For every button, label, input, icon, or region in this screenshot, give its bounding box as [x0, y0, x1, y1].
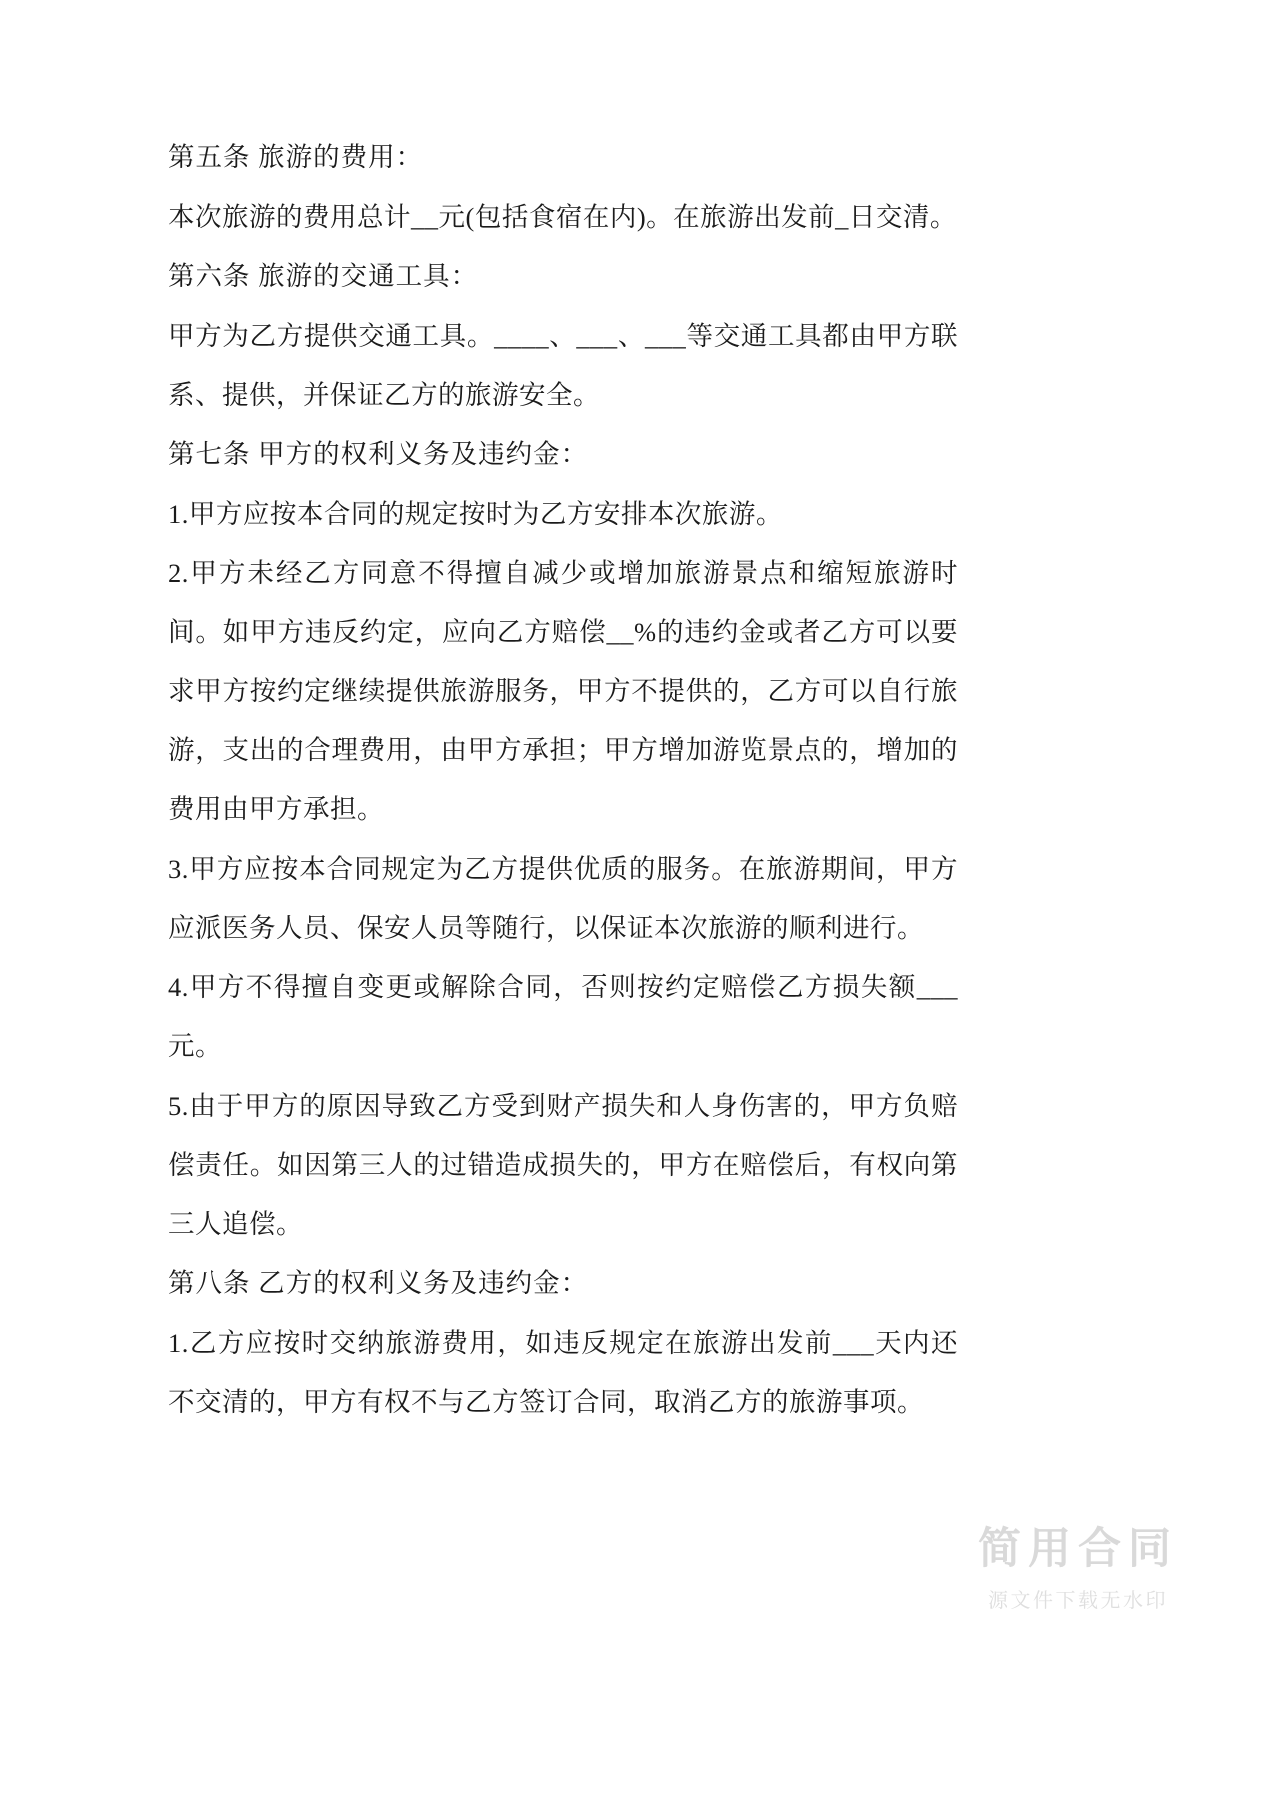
article-5-body: 本次旅游的费用总计__元(包括食宿在内)。在旅游出发前_日交清。 [168, 201, 957, 232]
document-text-body [168, 128, 958, 1432]
article-6-heading: 第六条 旅游的交通工具： [168, 261, 479, 291]
watermark-main-text: 简用合同 [978, 1525, 1178, 1574]
article-8-item-1: 1.乙方应按时交纳旅游费用，如违反规定在旅游出发前___天内还不交清的，甲方有权不与乙方签订合同，取消乙方的旅游事项。 [168, 1327, 958, 1417]
article-5-heading: 第五条 旅游的费用： [168, 142, 424, 172]
article-7-item-4: 4.甲方不得擅自变更或解除合同，否则按约定赔偿乙方损失额___元。 [168, 972, 958, 1061]
article-8-heading: 第八条 乙方的权利义务及违约金： [168, 1268, 589, 1298]
article-7-item-5: 5.由于甲方的原因导致乙方受到财产损失和人身伤害的，甲方负赔偿责任。如因第三人的过错造成损失的，甲方在赔偿后，有权向第三人追偿。 [168, 1090, 958, 1239]
watermark [928, 1523, 1228, 1614]
watermark-sub-text: 源文件下载无水印 [988, 1590, 1168, 1612]
article-6-body: 甲方为乙方提供交通工具。____、___、___等交通工具都由甲方联系、提供，并保证乙方的旅游安全。 [168, 320, 958, 410]
article-7-item-1: 1.甲方应按本合同的规定按时为乙方安排本次旅游。 [168, 498, 783, 529]
article-7-heading: 第七条 甲方的权利义务及违约金： [168, 439, 589, 469]
article-7-item-3: 3.甲方应按本合同规定为乙方提供优质的服务。在旅游期间，甲方应派医务人员、保安人员等随行，以保证本次旅游的顺利进行。 [168, 853, 958, 943]
article-7-item-2: 2.甲方未经乙方同意不得擅自减少或增加旅游景点和缩短旅游时间。如甲方违反约定，应向乙方赔偿__%的违约金或者乙方可以要求甲方按约定继续提供旅游服务，甲方不提供的，乙方可以自行旅游，支出的合理费用，由甲方承担；甲方增加游览景点的，增加的费用由甲方承担。 [168, 558, 958, 824]
